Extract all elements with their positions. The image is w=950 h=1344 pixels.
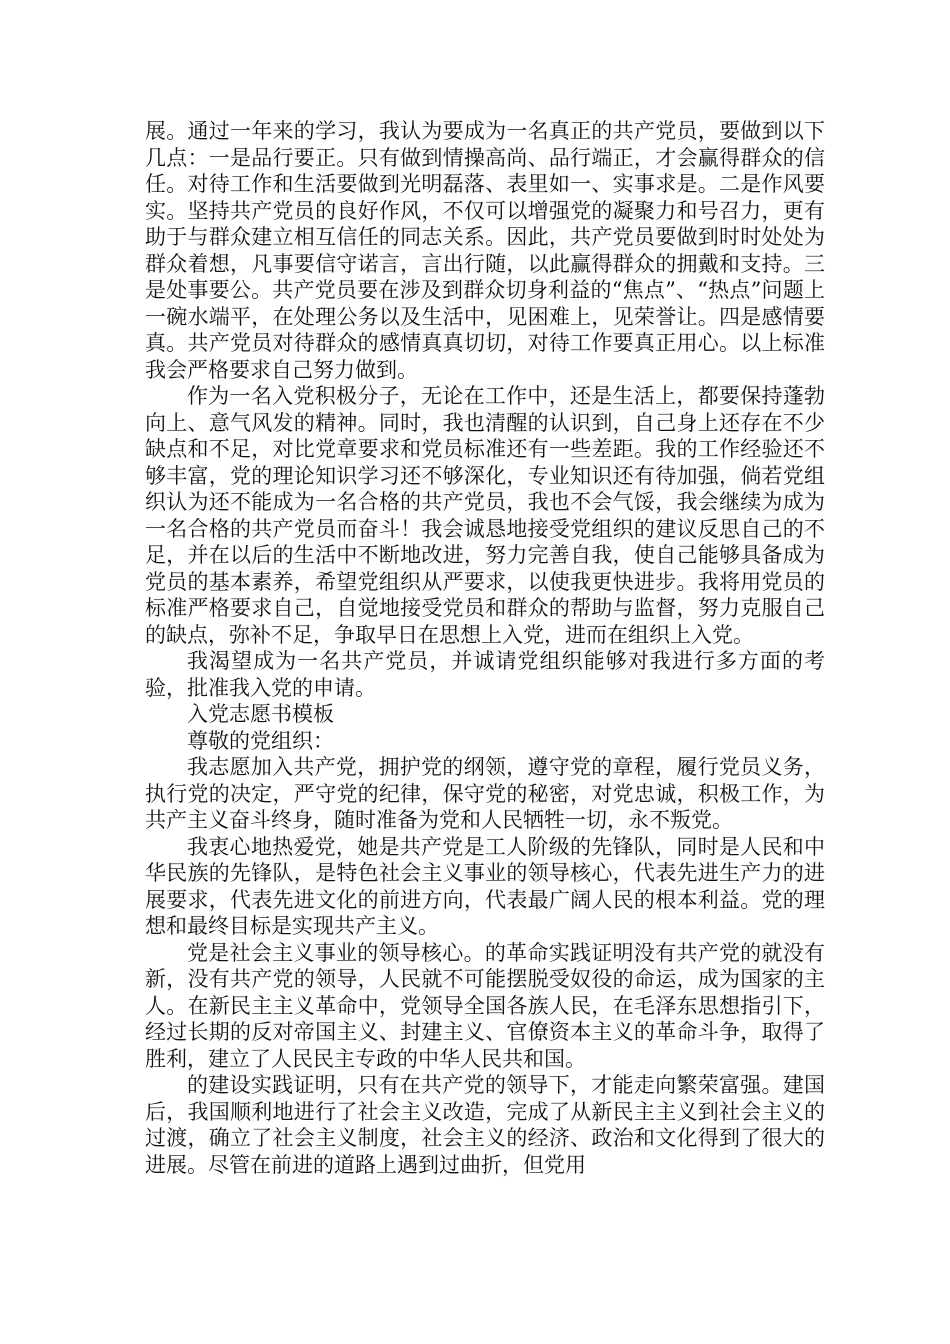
salutation: 尊敬的党组织：	[187, 728, 334, 753]
paragraph: 我渴望成为一名共产党员，并诚请党组织能够对我进行多方面的考验，批准我入党的申请。	[145, 649, 825, 700]
section-heading: 入党志愿书模板	[187, 702, 334, 726]
paragraph: 党是社会主义事业的领导核心。的革命实践证明没有共产党的就没有新，没有共产党的领导，人民就不可能摆脱受奴役的命运，成为国家的主人。在新民主主义革命中，党领导全国各族人民，在毛泽东思想指引下，经过长期的反对帝国主义、封建主义、官僚资本主义的革命斗争，取得了胜利，建立了人民民主专政的中华人民共和国。	[145, 940, 825, 1071]
paragraph: 的建设实践证明，只有在共产党的领导下，才能走向繁荣富强。建国后，我国顺利地进行了社会主义改造，完成了从新民主主义到社会主义的过渡，确立了社会主义制度，社会主义的经济、政治和文化得到了很大的进展。尽管在前进的道路上遇到过曲折，但党用	[145, 1073, 825, 1177]
paragraph: 展。通过一年来的学习，我认为要成为一名真正的共产党员，要做到以下几点：一是品行要正。只有做到情操高尚、品行端正，才会赢得群众的信任。对待工作和生活要做到光明磊落、表里如一、实事求是。二是作风要实。坚持共产党员的良好作风，不仅可以增强党的凝聚力和号召力，更有助于与群众建立相互信任的同志关系。因此，共产党员要做到时时处处为群众着想，凡事要信守诺言，言出行随，以此赢得群众的拥戴和支持。三是处事要公。共产党员要在涉及到群众切身利益的“焦点”、“热点”问题上一碗水端平，在处理公务以及生活中，见困难上，见荣誉让。四是感情要真。共产党员对待群众的感情真真切切，对待工作要真正用心。以上标准我会严格要求自己努力做到。	[145, 119, 825, 382]
paragraph: 我志愿加入共产党，拥护党的纲领，遵守党的章程，履行党员义务，执行党的决定，严守党的纪律，保守党的秘密，对党忠诚，积极工作，为共产主义奋斗终身，随时准备为党和人民牺牲一切，永不叛党。	[145, 755, 825, 832]
paragraph: 作为一名入党积极分子，无论在工作中，还是生活上，都要保持蓬勃向上、意气风发的精神。同时，我也清醒的认识到，自己身上还存在不少缺点和不足，对比党章要求和党员标准还有一些差距。我的工作经验还不够丰富，党的理论知识学习还不够深化，专业知识还有待加强，倘若党组织认为还不能成为一名合格的共产党员，我也不会气馁，我会继续为成为一名合格的共产党员而奋斗！我会诚恳地接受党组织的建议反思自己的不足，并在以后的生活中不断地改进，努力完善自我，使自己能够具备成为党员的基本素养，希望党组织从严要求，以使我更快进步。我将用党员的标准严格要求自己，自觉地接受党员和群众的帮助与监督，努力克服自己的缺点，弥补不足，争取早日在思想上入党，进而在组织上入党。	[145, 384, 825, 647]
paragraph: 我衷心地热爱党，她是共产党是工人阶级的先锋队，同时是人民和中华民族的先锋队，是特色社会主义事业的领导核心，代表先进生产力的进展要求，代表先进文化的前进方向，代表最广阔人民的根本利益。党的理想和最终目标是实现共产主义。	[145, 834, 825, 938]
document-body	[145, 118, 825, 1178]
